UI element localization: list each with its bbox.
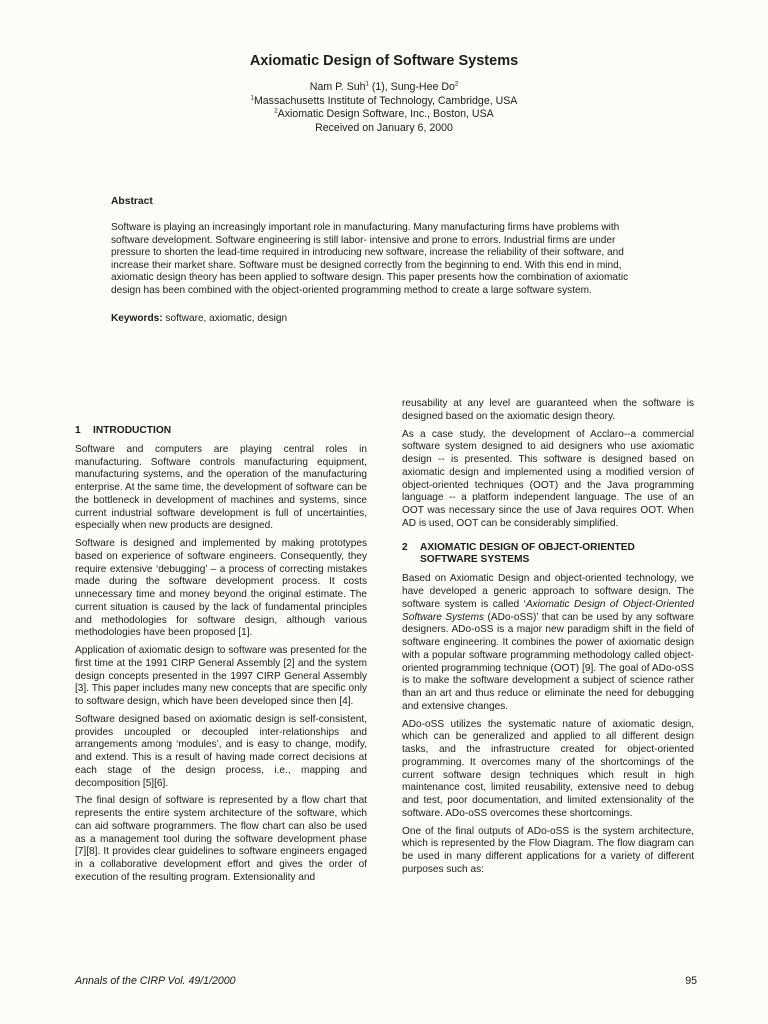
section1-number: 1	[75, 425, 81, 436]
section2-paragraph-2: ADo-oSS utilizes the systematic nature of axiomatic design, which can be generalized and applied to all different design tasks, and the infrastructure created for object-oriented programming. It overcomes many of the shortcomings of the current software design techniques which result in high maintenance cost, limited reusability, extensive need to debug and test, poor documentation, and limited extensionality of the software. ADo-oSS overcomes these shortcomings.	[402, 718, 694, 819]
author1-superscript: 1	[365, 81, 369, 88]
keywords-list: software, axiomatic, design	[162, 312, 288, 324]
author-names: Nam P. Suh$^1$ (1), Sung-Hee Do$^2$	[309, 81, 459, 93]
abstract-body: Software is playing an increasingly important role in manufacturing. Many manufacturing firms have problems with software development. Software engineering is still labor- intensive and prone to errors. Industrial firms are under pressure to shorten the lead-time required in introducing new software, increase the reliability of their software, and increase their market share. Software must be designed correctly from the beginning to end. With this end in mind, axiomatic design theory has been applied to software design. This paper presents how the combination of axiomatic design has been combined with the object-oriented programming method to create a large software system.	[111, 222, 629, 296]
abstract-section	[111, 196, 633, 324]
author-block	[0, 81, 768, 135]
case-study-paragraph: As a case study, the development of Acclaro--a commercial software system designed to aid designers who use axiomatic design -- is presented. This software is designed based on axiomatic design and implemented using a modified version of object-oriented techniques (OOT) and the Java programming language -- a platform independent language. The use of an OOT was necessary since the use of Java requires OOT. When AD is used, OOT can be considerably simplified.	[402, 428, 694, 529]
intro-paragraph-3: Application of axiomatic design to software was presented for the first time at the 1991 CIRP General Assembly [2] and the system design concepts presented in the 1997 CIRP General Assembly [3]. This paper includes many new concepts that are specific only to software design, which have been developed since then [4].	[75, 645, 367, 708]
intro-paragraph-5: The final design of software is represented by a flow chart that represents the entire system architecture of the software, which can aid software programmers. The flow chart can also be used as a management tool during the software development phase [7][8]. It provides clear guidelines to software engineers engaged in a collaborative development effort and gives the order of execution of the resulting program. Extensionality and	[75, 795, 367, 883]
affiliation-2: $^2$Axiomatic Design Software, Inc., Boston, USA	[274, 108, 494, 121]
author2-superscript: 2	[454, 81, 459, 88]
affiliation1-superscript: 1	[250, 95, 254, 102]
section2-title: AXIOMATIC DESIGN OF OBJECT-ORIENTED SOFTWARE SYSTEMS	[420, 541, 635, 566]
section2-number: 2	[402, 541, 408, 553]
section2-heading	[402, 542, 694, 568]
intro-paragraph-4: Software designed based on axiomatic design is self-consistent, provides uncoupled or decoupled inter-relationships and arrangements among ‘modules’, and is easy to change, modify, and extend. This is a result of having made correct decisions at each stage of the design process, i.e., mapping and decomposition [5][6].	[75, 713, 367, 789]
journal-citation: Annals of the CIRP Vol. 49/1/2000	[75, 975, 236, 987]
keywords-label: Keywords:	[111, 312, 163, 324]
affiliation-1: $^1$Massachusetts Institute of Technology, Cambridge, USA	[250, 94, 518, 107]
paper-title: Axiomatic Design of Software Systems	[249, 53, 519, 69]
received-date: Received on January 6, 2000	[315, 121, 453, 134]
adooss-full-name: Axiomatic Design of Object-Oriented Software Systems	[402, 598, 694, 623]
page-number: 95	[685, 975, 697, 987]
affiliation2-superscript: 2	[274, 108, 278, 115]
left-column	[75, 425, 367, 890]
abstract-heading: Abstract	[111, 196, 153, 207]
section1-heading	[75, 425, 367, 438]
section1-title: INTRODUCTION	[93, 425, 172, 436]
right-column	[402, 398, 694, 882]
section2-paragraph-1: Based on Axiomatic Design and object-oriented technology, we have developed a generic approach to software design. The software system is called ‘Axiomatic Design of Object-Oriented Software Systems (ADo-oSS)’ that can be used by any software designers. ADo-oSS is a major new paradigm shift in the field of software engineering. It combines the power of axiomatic design with a popular software programming methodology called object-oriented programming technique (OOT) [9]. The goal of ADo-oSS is to make the software development a subject of science rather than an art and thus reduce or eliminate the need for debugging and extensive changes.	[402, 573, 694, 712]
intro-paragraph-2: Software is designed and implemented by making prototypes based on experience of software engineers. Consequently, they require extensive ‘debugging’ – a process of correcting mistakes made during the software development process. It costs unnecessary time and money beyond the original estimate. The current situation is caused by the lack of fundamental principles and methodologies for software design, although various methodologies have been proposed [1].	[75, 538, 367, 639]
keywords-line	[111, 313, 633, 324]
intro-paragraph-1: Software and computers are playing central roles in manufacturing. Software controls manufacturing equipment, manufacturing systems, and the operation of the manufacturing enterprise. At the same time, the development of software can be the bottleneck in development of machines and systems, since current industrial software development is full of uncertainties, especially when new products are designed.	[75, 443, 367, 532]
continued-paragraph: reusability at any level are guaranteed when the software is designed based on the axiomatic design theory.	[402, 398, 694, 422]
section2-paragraph-3: One of the final outputs of ADo-oSS is the system architecture, which is represented by the Flow Diagram. The flow diagram can be used in many different applications for a variety of different purposes such as:	[402, 825, 694, 875]
